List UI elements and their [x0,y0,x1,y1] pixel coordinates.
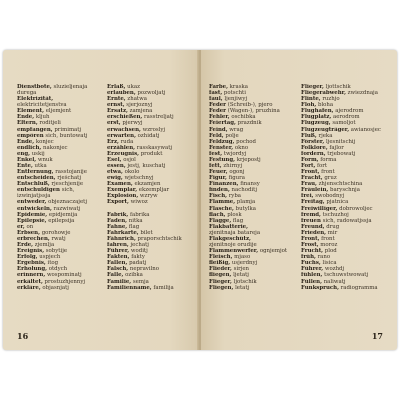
entry-headword: Entschluß, [17,181,50,188]
entry-headword: Flugzeugträger, [301,126,350,133]
entry-translation: finansy [238,181,260,188]
entry-headword: Erz, [107,138,119,145]
entry-translation: itog [45,260,59,267]
entry-translation: eljemjent [44,108,72,115]
entry-headword: Examen, [107,181,133,188]
entry-translation: sluzieljenaja [51,84,88,90]
entry-translation: prostuzhjennyj [42,278,86,285]
open-book [3,50,397,350]
entry-translation: zjenitnoje orudije [209,242,257,249]
entry-headword: Exemplar, [107,187,138,194]
entry-headword: Ergebnis, [17,260,46,267]
dictionary-entry [301,285,387,291]
entry-translation: wjetschnyj [122,175,154,182]
entry-translation: pochod [234,138,257,145]
entry-translation: baryschnja [328,187,360,194]
entry-translation: fajlor [327,144,344,151]
entry-translation: jechatj [128,242,149,249]
entry-translation: letatj [233,284,250,291]
entry-headword: Feldzug, [209,138,235,145]
entry-translation: familija [151,284,174,291]
entry-headword: Ersatz, [107,108,128,115]
entry-translation: rjeka [316,132,333,139]
entry-headword: fliegen, [209,272,232,279]
entry-translation: plod [323,248,337,255]
entry-translation: ognjemjot [258,248,288,255]
entry-headword: freuen [301,217,321,224]
entry-translation: rano [315,254,331,261]
entry-headword: Flagge, [209,217,232,224]
entry-translation: rasstojanije [53,169,87,176]
entry-translation: zjemlja [33,242,55,249]
entry-headword: Förster, [301,138,325,145]
entry-headword: Finanzen, [209,181,239,188]
entry-headword: fordern, [301,150,326,157]
entry-translation: (Schreib-), pjero [226,102,273,109]
entry-headword: Folklore, [301,144,328,151]
entry-translation: sich, [59,187,75,194]
entry-translation: uskij [30,150,45,157]
entry-headword: erwachsen, [107,126,141,133]
entry-translation: polje [223,132,239,139]
entry-translation: plosk [225,211,242,218]
entry-headword: fett, [209,163,222,170]
entry-translation: lisica [320,260,337,267]
entry-translation: produkt [139,150,163,157]
page-number-right: 17 [371,331,383,341]
entry-headword: essen, [107,163,126,170]
entry-headword: Flakgeschütz, [209,235,251,242]
entry-translation: moroz [318,242,338,249]
left-page-column-1 [17,84,103,291]
entry-translation: zjenitnaja batareja [209,229,261,236]
entry-headword: fühlen, [301,272,323,279]
entry-headword: Frucht, [301,248,324,255]
entry-translation: okno [233,144,249,151]
entry-headword: Feiertag, [209,120,236,127]
entry-headword: Erbsen, [17,229,40,236]
entry-translation: mjaso [232,254,251,261]
entry-translation: zhjenschtschina [316,181,363,188]
entry-headword: Form, [301,156,319,163]
entry-headword: Elektrizität, [17,96,54,103]
entry-translation: zamjena [127,108,153,115]
entry-translation: sich, radowatjssja [320,217,372,224]
entry-translation: pozwoljatj [135,90,166,97]
entry-headword: fast, [209,90,223,97]
entry-translation: nepravilno [128,266,160,273]
entry-translation: ozibka [123,272,143,279]
entry-translation: usjerdnyj [230,260,258,267]
entry-headword: Flamme, [209,199,236,206]
entry-headword: empfangen, [17,126,53,133]
entry-headword: finden, [209,187,230,194]
entry-headword: Führer, [301,266,324,273]
entry-headword: Epidemie, [17,211,48,218]
entry-headword: Fähnrich, [107,235,136,242]
entry-translation: sobytije [44,248,68,255]
entry-headword: Flughafen, [301,108,334,115]
entry-translation: razwiwatj [51,205,81,212]
entry-translation: nakonjec [41,144,68,151]
entry-headword: Fallen, [107,260,128,267]
entry-translation: front [319,169,335,176]
entry-translation: pjerwyj [120,120,143,127]
entry-headword: empören [17,132,44,139]
entry-headword: Füllen, [301,278,322,285]
entry-headword: fest, [209,150,223,157]
entry-translation: uspjech [37,254,61,261]
entry-headword: entscheiden, [17,175,56,182]
entry-translation: rješchatj [55,175,82,182]
entry-translation: wospominatj [45,272,82,279]
entry-headword: Falsch, [107,266,129,273]
entry-translation: potschti [222,90,246,97]
entry-translation: otdych [47,266,68,273]
entry-translation: samoljot [330,120,356,127]
entry-translation: rwatj [49,235,66,242]
entry-headword: Farbe, [209,84,228,90]
entry-headword: Ende, [17,138,35,145]
entry-translation: ogonj [227,169,245,176]
entry-translation: wzryw [138,193,158,200]
entry-translation: wzroslyj [140,126,166,133]
entry-translation: ukaz [125,84,140,90]
entry-translation: flag [231,217,244,224]
entry-headword: Element, [17,108,45,115]
entry-translation: woditj [129,248,148,255]
entry-headword: er, [17,223,25,230]
entry-translation: pjatnica [324,199,349,206]
entry-headword: früh, [301,254,316,261]
entry-translation: ajerodrom [333,108,364,115]
entry-translation: nitka [127,217,143,224]
entry-headword: Explosion, [107,193,139,200]
entry-headword: Entfernung, [17,169,54,176]
entry-headword: ernst, [107,102,125,109]
entry-translation: wnuk [36,156,53,163]
entry-headword: erbrechen, [17,235,50,242]
entry-headword: Flieder, [209,266,232,273]
entry-translation: tschuwstwowatj [322,272,369,279]
entry-headword: Fluß, [301,132,317,139]
entry-headword: erst, [107,120,121,127]
entry-translation: oschibka [229,114,256,121]
entry-headword: Front, [301,169,320,176]
entry-translation: gorohowje [39,229,71,236]
entry-translation: swobodnyj [313,193,345,200]
entry-headword: etwa, [107,169,123,176]
entry-headword: Fahne, [107,223,128,230]
entry-headword: Ernte, [107,96,126,103]
entry-headword: Erzeugnis, [107,150,140,157]
entry-translation: objeznaczajetj [46,199,88,206]
entry-translation: praporschtschik [135,235,182,242]
entry-headword: Fracht, [301,175,323,182]
entry-headword: Faden, [107,217,128,224]
entry-translation: gruz [322,175,337,182]
entry-headword: entschuldigen [17,187,60,194]
entry-translation: zhatwa [125,96,147,103]
entry-headword: erkältet, [17,278,43,285]
entry-translation: wozhdj [323,266,345,273]
entry-headword: Enkel, [17,156,37,163]
right-page [201,50,397,350]
entry-translation: sjerjoznyj [124,102,153,109]
entry-translation: radiogramma [338,284,378,291]
entry-translation: aerodrom [331,114,360,121]
entry-translation: fabrika [128,211,150,218]
entry-translation: naliwatj [321,278,346,285]
entry-headword: Fabrik, [107,211,129,218]
entry-translation: primimatj [52,126,82,133]
entry-headword: Funkspruch, [301,284,339,291]
entry-translation: prazdnik [235,120,262,127]
entry-headword: Freund, [301,223,325,230]
entry-translation: kraska [227,84,248,90]
entry-translation: (Wagen-), pruzhina [226,108,280,115]
entry-headword: Ende, [17,114,35,121]
entry-headword: Fahrkarte, [107,229,139,236]
entry-translation: drug [324,223,340,230]
entry-headword: Flugplatz, [301,114,332,121]
entry-translation: tschuzhoj [320,211,349,218]
entry-headword: Frieden, [301,229,327,236]
entry-headword: flach, [209,211,226,218]
entry-headword: Flieger, [209,278,232,285]
entry-headword: Dienstbote, [17,84,52,90]
entry-translation: mir [326,229,338,236]
entry-headword: Familie, [107,278,132,285]
page-number-left: 16 [17,331,29,341]
entry-headword: entwickeln, [17,205,52,212]
entry-headword: frei, [301,193,314,200]
entry-translation: fakty [129,254,145,261]
entry-headword: eng, [17,150,30,157]
entry-headword: Erlaß, [107,84,126,90]
entry-translation: semja [131,278,149,285]
entry-headword: Führer, [107,248,130,255]
entry-headword: Feind, [209,126,228,133]
entry-translation: bloha [316,102,334,109]
entry-headword: erinnern, [17,272,46,279]
entry-translation: flag [127,223,140,230]
entry-headword: Flasche, [209,205,234,212]
entry-headword: fahren, [107,242,129,249]
dictionary-entry [17,285,103,291]
entry-translation: epilepsija [46,217,75,224]
entry-headword: erkläre, [17,284,41,291]
dictionary-entry [209,285,295,291]
entry-translation: ljottschik [323,84,351,90]
entry-translation: front [319,235,335,242]
entry-headword: Flakbatterie, [209,223,248,230]
entry-headword: Fräulein, [301,187,329,194]
entry-translation: ryba [227,193,242,200]
entry-headword: Frost, [301,242,319,249]
entry-translation: nachoditj [229,187,257,194]
entry-headword: Epilepsie, [17,217,47,224]
entry-headword: erwarten, [107,132,136,139]
entry-headword: Flieger, [301,84,324,90]
entry-headword: Flugzeug, [301,120,331,127]
entry-headword: erzählen, [107,144,136,151]
entry-headword: Fisch, [209,193,227,200]
entry-translation: rasstreljatj [142,114,174,121]
entry-translation: ljesnitschij [324,138,356,145]
entry-headword: Frau, [301,181,317,188]
entry-translation: ljotschik [231,278,257,285]
entry-translation: rjeschjenije [49,181,84,188]
entry-headword: erschießen, [107,114,143,121]
entry-headword: Feder [209,102,227,109]
entry-headword: Erfolg, [17,254,38,261]
entry-translation: osjol [121,156,136,163]
entry-headword: Fuchs, [301,260,321,267]
entry-translation: padatj [127,260,147,267]
entry-translation: forma [318,156,337,163]
entry-headword: endlich, [17,144,42,151]
entry-translation: zhirnyj [221,163,243,170]
entry-headword: entweder, [17,199,47,206]
dictionary-entry [107,285,193,291]
entry-translation: ozhidatj [135,132,160,139]
entry-headword: Fliegerabwehr, [301,90,346,97]
entry-translation: utka [32,163,47,170]
entry-translation: objasnjatj [40,284,69,291]
entry-translation: dobrowoljec [337,205,373,212]
entry-translation: fort [315,163,328,170]
entry-headword: fremd, [301,211,321,218]
entry-translation: konjec [34,138,54,145]
entry-translation: epidjemija [47,211,78,218]
entry-headword: Erde, [17,242,34,249]
entry-headword: faul, [209,96,223,103]
entry-translation: ljenjiwyj [222,96,248,103]
entry-headword: fleißig, [209,260,231,267]
entry-translation: wrag [227,126,244,133]
entry-translation: ruda [118,138,134,145]
entry-headword: Export, [107,199,129,206]
entry-translation: twjordyj [222,150,247,157]
entry-translation: zwiezdnaja [345,90,378,97]
entry-headword: Floh, [301,102,317,109]
entry-headword: Fleisch, [209,254,233,261]
entry-translation: ljetatj [231,272,249,279]
left-page [3,50,199,350]
left-page-column-2 [107,84,193,291]
entry-translation: butylka [233,205,256,212]
entry-translation: izwinjatjssja [17,193,51,200]
entry-translation: wiwoz [128,199,148,206]
entry-translation: durega [17,90,37,97]
entry-headword: Front, [301,235,320,242]
entry-translation: ekzamjen [132,181,161,188]
entry-translation: ruzhjo [320,96,340,103]
right-page-column-2 [301,84,387,291]
entry-translation: awianosjec [349,126,381,133]
entry-headword: erlauben, [107,90,136,97]
entry-headword: Figur, [209,175,227,182]
entry-headword: Erholung, [17,266,47,273]
entry-headword: Feder [209,108,227,115]
entry-headword: Ente, [17,163,33,170]
entry-translation: plamja [235,199,256,206]
entry-headword: Flinte, [301,96,321,103]
entry-headword: ewig, [107,175,123,182]
entry-translation: ekzempljar [137,187,170,194]
entry-headword: Freitag, [301,199,325,206]
entry-headword: Fakten, [107,254,130,261]
entry-headword: Falle, [107,272,124,279]
entry-headword: Freiwilliger, [301,205,338,212]
entry-translation: bilet [138,229,153,236]
entry-headword: Feld, [209,132,224,139]
entry-headword: Fehler, [209,114,230,121]
entry-headword: Feuer, [209,169,228,176]
entry-translation: elektricitetjenstva [17,102,67,109]
entry-translation: okolo [122,169,140,176]
entry-headword: Festung, [209,156,235,163]
entry-translation: rasskasywatj [135,144,173,151]
entry-translation: sirjen [231,266,250,273]
entry-translation: figura [226,175,245,182]
entry-translation: sich, buntowatj [43,132,88,139]
entry-headword: Familienname, [107,284,152,291]
entry-translation: jestj, kuschatj [125,163,166,170]
entry-translation: on [24,223,34,230]
entry-headword: Fliegen, [209,284,234,291]
entry-headword: Ereignis, [17,248,45,255]
entry-translation: krjepostj [234,156,261,163]
entry-translation: kljuh [34,114,50,121]
entry-headword: Eltern, [17,120,38,127]
entry-headword: Fenster, [209,144,234,151]
right-page-column-1 [209,84,295,291]
entry-translation: roditjeli [37,120,61,127]
entry-translation: trjebowatj [325,150,356,157]
entry-headword: Esel, [107,156,122,163]
entry-headword: Flammenwerfer, [209,248,259,255]
entry-headword: Fort, [301,163,316,170]
